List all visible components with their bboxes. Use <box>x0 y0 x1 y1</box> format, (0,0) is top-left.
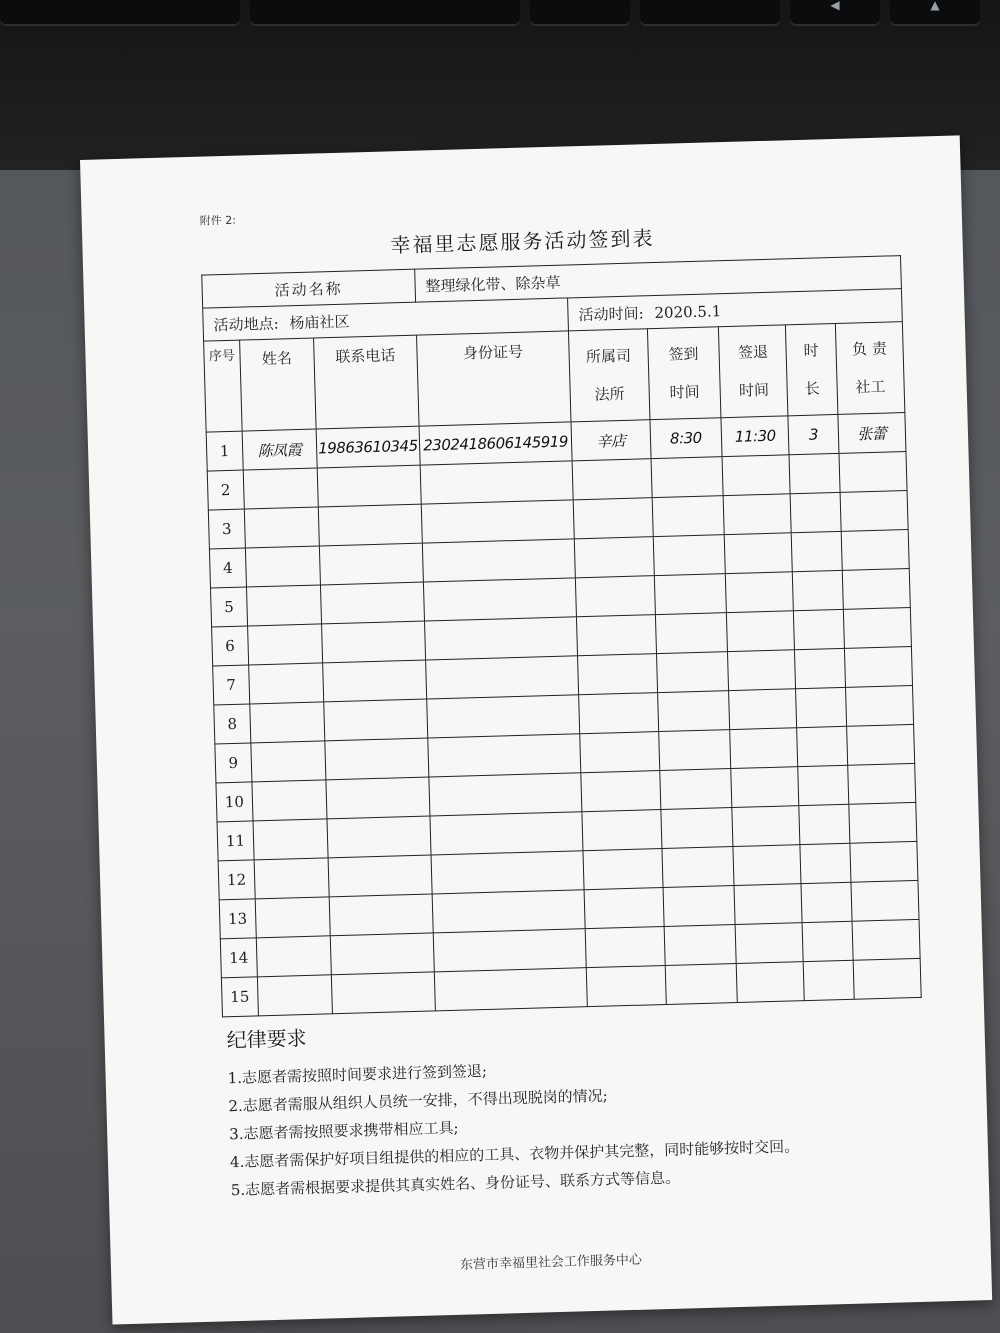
cell-seq: 3 <box>208 509 245 549</box>
time-value: 2020.5.1 <box>654 301 722 322</box>
cell-office <box>582 810 661 851</box>
cell-worker <box>844 646 912 687</box>
cell-worker <box>846 724 914 765</box>
cell-seq: 12 <box>218 860 255 900</box>
cell-duration <box>802 921 852 961</box>
cell-seq: 5 <box>211 587 248 627</box>
header-office-bottom: 法所 <box>594 384 625 404</box>
cell-worker <box>847 763 915 804</box>
header-signin <box>647 327 721 420</box>
cell-seq: 13 <box>219 899 256 939</box>
cell-signout <box>736 962 804 1003</box>
cell-seq: 9 <box>215 743 252 783</box>
cell-id-number <box>433 929 586 972</box>
cell-worker <box>842 569 910 610</box>
table-body <box>206 413 921 1017</box>
cell-worker <box>852 919 920 960</box>
cell-id-number <box>434 968 587 1011</box>
cell-seq: 6 <box>212 626 249 666</box>
cell-name <box>257 975 332 1016</box>
cell-signin <box>664 925 737 966</box>
header-duration-bottom: 长 <box>804 379 820 398</box>
cell-office <box>579 693 658 734</box>
header-phone: 联系电话 <box>313 335 419 429</box>
cell-office <box>580 732 659 773</box>
header-office-top: 所属司 <box>585 346 632 366</box>
activity-name-label: 活动名称 <box>202 269 416 308</box>
cell-signin <box>660 808 733 849</box>
cell-signin <box>652 496 725 537</box>
cell-id-number <box>425 656 578 699</box>
cell-duration <box>804 960 854 1000</box>
cell-name <box>244 507 319 548</box>
rules-list <box>227 1045 911 1204</box>
arrow-left-icon: ◀ <box>830 0 840 12</box>
cell-worker <box>845 685 913 726</box>
cell-signout <box>722 455 790 496</box>
signin-sheet <box>80 135 992 1324</box>
cell-signout <box>730 728 798 769</box>
header-signout-top: 签退 <box>737 342 769 362</box>
cell-phone <box>323 699 427 741</box>
cell-phone <box>320 582 424 624</box>
cell-office: 辛店 <box>571 420 650 461</box>
cell-name <box>248 663 323 704</box>
cell-office <box>586 965 665 1006</box>
cell-name <box>250 702 325 743</box>
header-duration-top: 时 <box>803 341 819 360</box>
cell-seq: 14 <box>220 938 257 978</box>
cell-worker <box>841 530 909 571</box>
cell-signout <box>734 884 802 925</box>
header-signout-bottom: 时间 <box>738 380 770 400</box>
cell-duration: 3 <box>788 414 838 454</box>
cell-duration <box>793 570 843 610</box>
cell-phone <box>328 855 432 897</box>
cell-signin <box>653 535 726 576</box>
header-name: 姓名 <box>239 338 315 431</box>
cell-duration <box>794 609 844 649</box>
location-label: 活动地点: <box>213 314 279 334</box>
keyboard-key[interactable] <box>640 0 780 26</box>
cell-signout <box>732 806 800 847</box>
cell-id-number <box>430 812 583 855</box>
cell-signin <box>655 613 728 654</box>
cell-office <box>584 888 663 929</box>
cell-signin <box>663 886 736 927</box>
cell-seq: 10 <box>216 782 253 822</box>
keyboard-key[interactable] <box>0 0 240 26</box>
cell-phone <box>325 738 429 780</box>
header-office <box>569 329 650 422</box>
keyboard-key[interactable] <box>250 0 520 26</box>
cell-signin <box>656 652 729 693</box>
cell-phone <box>317 465 421 507</box>
cell-worker <box>839 452 907 493</box>
cell-worker <box>853 958 921 999</box>
cell-phone <box>327 816 431 858</box>
header-worker-top: 负 责 <box>851 339 888 359</box>
cell-id-number <box>422 539 575 582</box>
header-worker-bottom: 社工 <box>855 377 886 397</box>
header-duration <box>786 323 838 415</box>
cell-worker <box>848 802 916 843</box>
header-signin-bottom: 时间 <box>669 382 700 402</box>
arrow-up-icon: ▲ <box>930 0 940 12</box>
cell-name <box>252 780 327 821</box>
cell-name <box>256 936 331 977</box>
cell-duration <box>799 804 849 844</box>
cell-seq: 15 <box>221 977 258 1017</box>
cell-signin <box>651 457 724 498</box>
cell-name <box>246 585 321 626</box>
header-worker <box>835 322 905 415</box>
cell-office <box>583 849 662 890</box>
cell-phone <box>318 504 422 546</box>
cell-phone <box>329 894 433 936</box>
cell-id-number <box>428 734 581 777</box>
header-signout <box>719 325 789 418</box>
header-seq: 序号 <box>204 340 242 432</box>
rule-item: 4.志愿者需保护好项目组提供的相应的工具、衣物并保护其完整，同时能够按时交回。 <box>229 1137 800 1172</box>
header-id: 身份证号 <box>416 331 571 426</box>
signin-table <box>201 255 921 1017</box>
cell-id-number <box>421 500 574 543</box>
cell-worker <box>843 607 911 648</box>
cell-signin <box>657 691 730 732</box>
cell-seq: 8 <box>214 704 251 744</box>
cell-office <box>585 927 664 968</box>
cell-signin <box>659 769 732 810</box>
cell-signout <box>735 923 803 964</box>
cell-id-number <box>420 461 573 504</box>
activity-name-value: 整理绿化带、除杂草 <box>414 256 901 303</box>
cell-office <box>578 654 657 695</box>
keyboard-key-up[interactable] <box>890 0 980 26</box>
document-title: 幸福里志愿服务活动签到表 <box>390 225 655 258</box>
cell-phone <box>321 621 425 663</box>
cell-seq: 2 <box>207 470 244 510</box>
cell-signin <box>658 730 731 771</box>
cell-seq: 7 <box>213 665 250 705</box>
cell-phone <box>326 777 430 819</box>
cell-id-number <box>423 578 576 621</box>
cell-worker: 张蕾 <box>838 413 906 454</box>
cell-signin <box>665 963 738 1004</box>
cell-duration <box>789 453 839 493</box>
cell-name <box>254 858 329 899</box>
rule-item: 2.志愿者需服从组织人员统一安排，不得出现脱岗的情况; <box>228 1086 608 1116</box>
cell-signin: 8:30 <box>650 418 723 459</box>
cell-signin <box>661 847 734 888</box>
cell-name: 陈凤霞 <box>242 429 317 470</box>
location-value: 杨庙社区 <box>289 312 350 332</box>
cell-office <box>577 615 656 656</box>
cell-duration <box>800 843 850 883</box>
cell-phone <box>322 660 426 702</box>
header-signin-top: 签到 <box>668 344 699 364</box>
cell-signin <box>654 574 727 615</box>
cell-office <box>573 498 652 539</box>
cell-signout <box>731 767 799 808</box>
cell-name <box>243 468 318 509</box>
cell-duration <box>795 648 845 688</box>
cell-duration <box>798 765 848 805</box>
cell-signout <box>733 845 801 886</box>
cell-seq: 1 <box>206 431 243 471</box>
cell-id-number <box>431 851 584 894</box>
cell-phone <box>319 543 423 585</box>
cell-seq: 4 <box>209 548 246 588</box>
rule-item: 5.志愿者需根据要求提供其真实姓名、身份证号、联系方式等信息。 <box>230 1168 681 1200</box>
cell-signout <box>729 689 797 730</box>
cell-worker <box>851 880 919 921</box>
cell-signout <box>726 572 794 613</box>
cell-duration <box>796 687 846 727</box>
cell-signout <box>728 650 796 691</box>
cell-worker <box>840 491 908 532</box>
cell-signout <box>723 494 791 535</box>
rules-title: 纪律要求 <box>226 1026 307 1053</box>
cell-duration <box>801 882 851 922</box>
cell-office <box>572 459 651 500</box>
cell-phone <box>330 933 434 975</box>
cell-id-number <box>424 617 577 660</box>
cell-signout: 11:30 <box>721 416 789 457</box>
cell-phone: 19863610345 <box>316 426 420 468</box>
rule-item: 1.志愿者需按照时间要求进行签到签退; <box>227 1061 488 1088</box>
cell-office <box>581 771 660 812</box>
cell-office <box>576 576 655 617</box>
keyboard-key-left[interactable] <box>790 0 880 26</box>
cell-name <box>247 624 322 665</box>
cell-id-number <box>426 695 579 738</box>
cell-name <box>251 741 326 782</box>
cell-name <box>245 546 320 587</box>
cell-duration <box>792 531 842 571</box>
attachment-label: 附件 2: <box>199 213 237 228</box>
cell-seq: 11 <box>217 821 254 861</box>
cell-id-number: 2302418606145919 <box>419 422 572 465</box>
cell-duration <box>797 726 847 766</box>
cell-signout <box>724 533 792 574</box>
cell-duration <box>791 492 841 532</box>
cell-worker <box>850 841 918 882</box>
time-label: 活动时间: <box>578 303 644 324</box>
cell-name <box>253 819 328 860</box>
cell-signout <box>727 611 795 652</box>
cell-id-number <box>432 890 585 933</box>
cell-id-number <box>429 773 582 816</box>
cell-office <box>574 537 653 578</box>
cell-phone <box>331 972 435 1014</box>
organization-footer: 东营市幸福里社会工作服务中心 <box>459 1252 643 1273</box>
rule-item: 3.志愿者需按照要求携带相应工具; <box>229 1118 459 1144</box>
keyboard-key[interactable] <box>530 0 630 26</box>
cell-name <box>255 897 330 938</box>
